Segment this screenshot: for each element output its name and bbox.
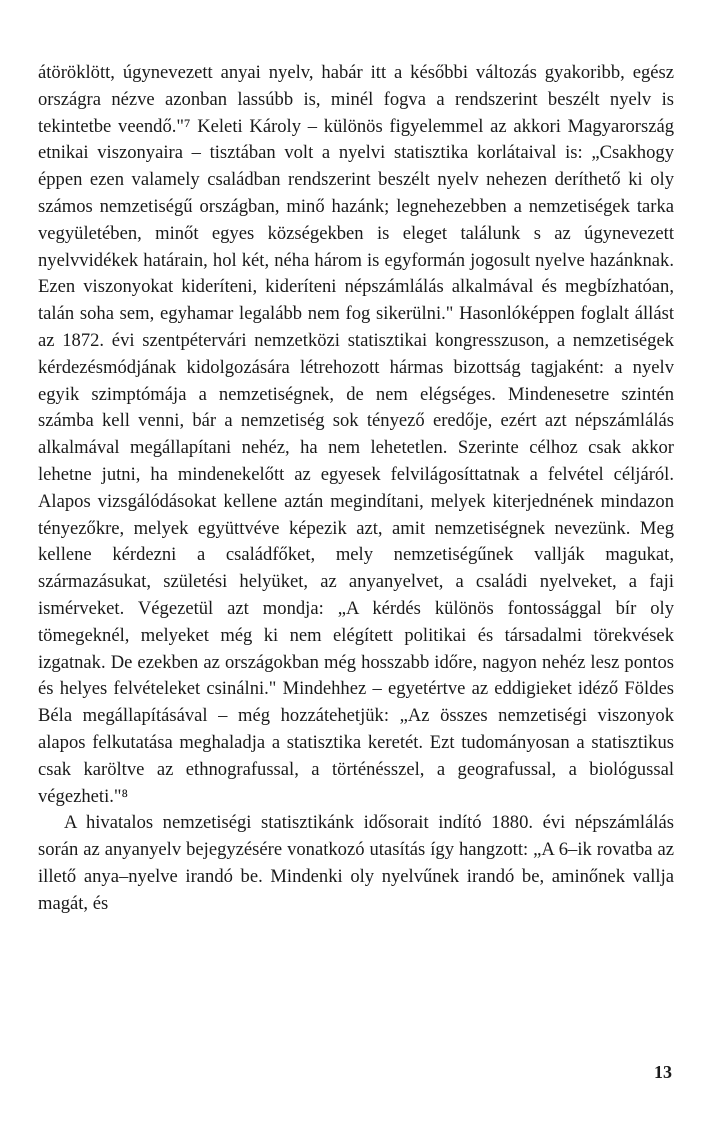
paragraph-2: A hivatalos nemzetiségi statisztikánk idősorait indító 1880. évi népszámlálás során az anyanyelv bejegyzésére vonatkozó utasítás így hangzott: „A 6–ik rovatba az illető anya–nyelve irandó be. Mindenki oly nyelvűnek irandó be, aminőnek vallja magát, és (38, 812, 674, 914)
page-number: 13 (654, 1062, 672, 1082)
paragraph-1: átöröklött, úgynevezett anyai nyelv, habár itt a későbbi változás gyakoribb, egész országra nézve azonban lassúbb is, minél fogva a rendszerint beszélt nyelv is tekintetbe veendő."⁷ Keleti Károly – különös figyelemmel az akkori Magyarország etnikai viszonyaira – tisztában volt a nyelvi statisztika korlátaival is: „Csakhogy éppen ezen valamely családban rendszerint beszélt nyelv nehezen deríthető ki oly számos nemzetiségű országban, minő hazánk; legnehezebben a nemzetiségek tarka vegyületében, minőt egyes községekben is eleget találunk s az úgynevezett nyelvvidékek határain, hol két, néha három is egyformán jogosult nyelve hazánknak. Ezen viszonyokat kideríteni, kideríteni népszámlálás alkalmával és megbízhatóan, talán soha sem, egyhamar legalább nem fog sikerülni." Hasonlóképpen foglalt állást az 1872. évi szentpétervári nemzetközi statisztikai kongresszuson, a nemzetiségek kérdezésmódjának kidolgozására létrehozott hármas bizottság tagjaként: a nyelv egyik szimptómája a nemzetiségnek, de nem elégséges. Mindenesetre szintén számba kell venni, bár a nemzetiség sok tényező eredője, ezért azt népszámlálás alkalmával megállapítani nehéz, ha nem lehetetlen. Szerinte célhoz csak akkor lehetne jutni, ha mindenekelőtt az egyesek felvilágosíttatnak a felvétel céljáról. Alapos vizsgálódásokat kellene aztán megindítani, melyek kiterjednének mindazon tényezőkre, melyek együttvéve képezik azt, amit nemzetiségnek nevezünk. Meg kellene kérdezni a családfőket, mely nemzetiségűnek vallják magukat, származásukat, születési helyüket, az anyanyelvet, a családi nyelveket, a faji ismérveket. Végezetül azt mondja: „A kérdés különös fontossággal bír oly tömegeknél, melyeket még ki nem elégített politikai és társadalmi törekvések izgatnak. De ezekben az országokban még hosszabb időre, nagyon nehéz lesz pontos és helyes felvételeket csinálni." Mindehhez – egyetértve az eddigieket idéző Földes Béla megállapításával – még hozzátehetjük: „Az összes nemzetiségi viszonyok alapos felkutatása meghaladja a statisztika keretét. Ezt tudományosan a statisztikus csak karöltve az ethnografussal, a történésszel, a geografussal, a biológussal végezheti."⁸ (38, 62, 674, 807)
body-text (38, 60, 674, 918)
